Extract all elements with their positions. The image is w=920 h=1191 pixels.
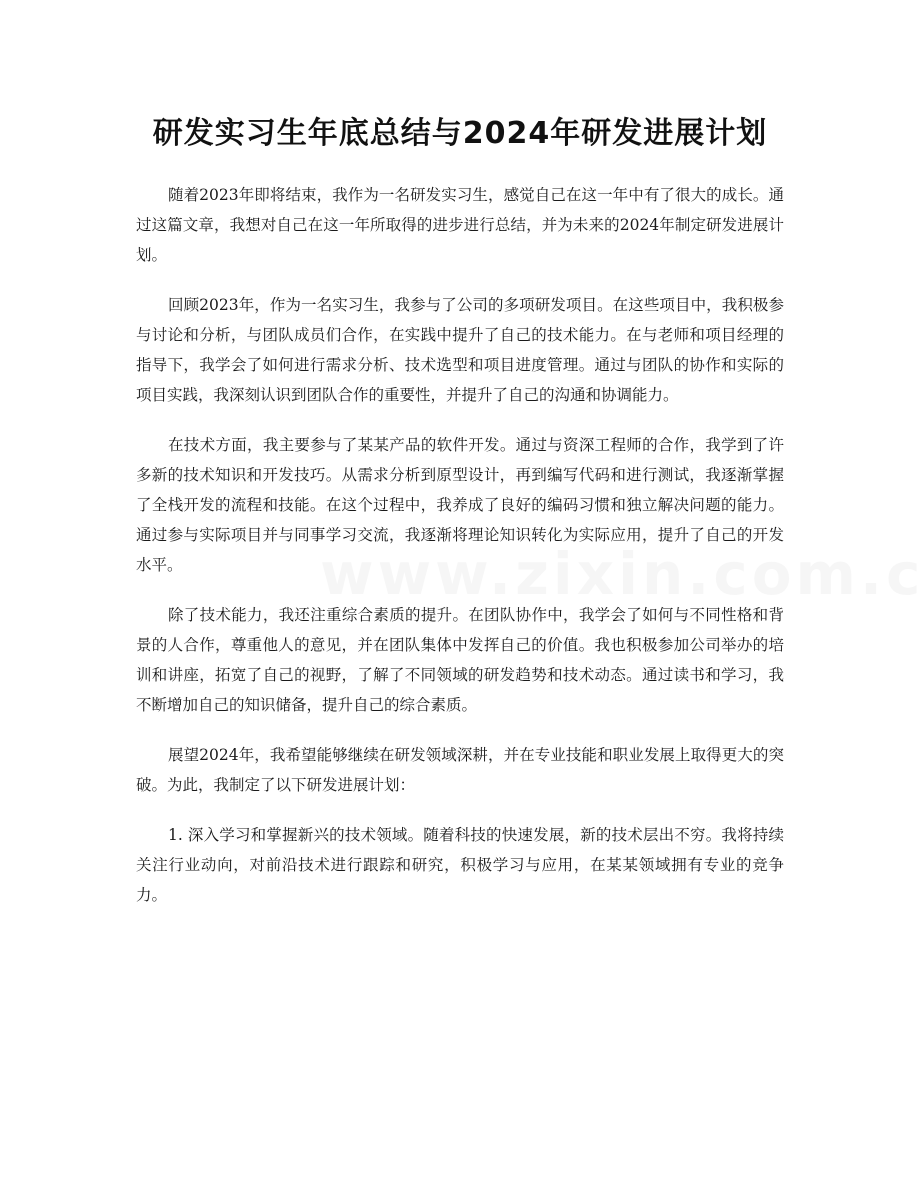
document-body — [136, 180, 784, 930]
paragraph-outlook-2024: 展望2024年，我希望能够继续在研发领域深耕，并在专业技能和职业发展上取得更大的突破。为此，我制定了以下研发进展计划： — [136, 746, 784, 794]
paragraph-technical: 在技术方面，我主要参与了某某产品的软件开发。通过与资深工程师的合作，我学到了许多新的技术知识和开发技巧。从需求分析到原型设计，再到编写代码和进行测试，我逐渐掌握了全栈开发的流程和技能。在这个过程中，我养成了良好的编码习惯和独立解决问题的能力。通过参与实际项目并与同事学习交流，我逐渐将理论知识转化为实际应用，提升了自己的开发水平。 — [136, 436, 784, 574]
paragraph-soft-skills: 除了技术能力，我还注重综合素质的提升。在团队协作中，我学会了如何与不同性格和背景的人合作，尊重他人的意见，并在团队集体中发挥自己的价值。我也积极参加公司举办的培训和讲座，拓宽了自己的视野，了解了不同领域的研发趋势和技术动态。通过读书和学习，我不断增加自己的知识储备，提升自己的综合素质。 — [136, 606, 784, 714]
paragraph-review-2023: 回顾2023年，作为一名实习生，我参与了公司的多项研发项目。在这些项目中，我积极参与讨论和分析，与团队成员们合作，在实践中提升了自己的技术能力。在与老师和项目经理的指导下，我学会了如何进行需求分析、技术选型和项目进度管理。通过与团队的协作和实际的项目实践，我深刻认识到团队合作的重要性，并提升了自己的沟通和协调能力。 — [136, 296, 784, 404]
document-title: 研发实习生年底总结与2024年研发进展计划 — [152, 116, 768, 151]
paragraph-plan-item-1: 1. 深入学习和掌握新兴的技术领域。随着科技的快速发展，新的技术层出不穷。我将持续关注行业动向，对前沿技术进行跟踪和研究，积极学习与应用，在某某领域拥有专业的竞争力。 — [136, 826, 784, 904]
paragraph-intro: 随着2023年即将结束，我作为一名研发实习生，感觉自己在这一年中有了很大的成长。通过这篇文章，我想对自己在这一年所取得的进步进行总结，并为未来的2024年制定研发进展计划。 — [136, 186, 784, 264]
